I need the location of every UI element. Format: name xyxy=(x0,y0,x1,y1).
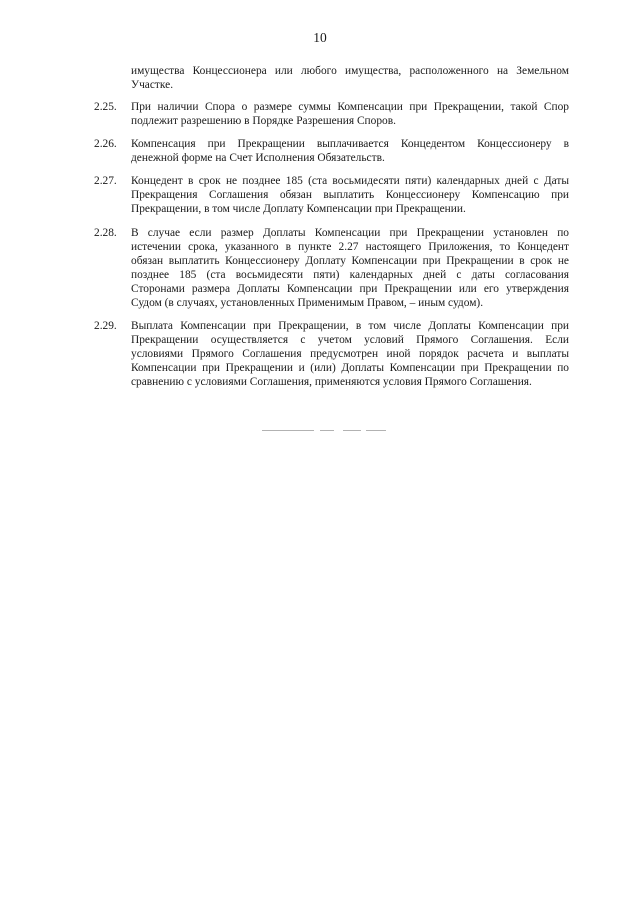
text-line: Концедент в срок не позднее 185 (ста восьмидесяти пяти) календарных дней с Даты xyxy=(131,175,569,187)
page-number: 10 xyxy=(313,30,327,45)
text-line: Участке. xyxy=(131,79,174,91)
text-line: Судом (в случаях, установленных Применимым Правом, – иным судом). xyxy=(131,297,484,309)
text-line: имущества Концессионера или любого имущества, расположенного на Земельном xyxy=(131,65,569,77)
text-line: условиями Прямого Соглашения предусмотрен иной порядок расчета и выплаты xyxy=(131,348,569,360)
text-line: Прекращении осуществляется с учетом условий Прямого Соглашения. Если xyxy=(131,334,569,346)
text-line: Прекращении, в том числе Доплату Компенсации при Прекращении. xyxy=(131,203,466,215)
text-line: В случае если размер Доплаты Компенсации при Прекращении установлен по xyxy=(131,227,569,239)
text-line: Компенсация при Прекращении выплачивается Концедентом Концессионеру в xyxy=(131,138,569,150)
text-line: Прекращения Соглашения обязан выплатить Концессионеру Компенсацию при xyxy=(131,189,569,201)
text-line: Сторонами размера Доплаты Компенсации при Прекращении или его утверждения xyxy=(131,283,569,295)
clause-number: 2.26. xyxy=(94,138,117,150)
text-line: подлежит разрешению в Порядке Разрешения Споров. xyxy=(131,115,396,127)
text-line: При наличии Спора о размере суммы Компенсации при Прекращении, такой Спор xyxy=(131,101,569,113)
text-line: позднее 185 (ста восьмидесяти пяти) календарных дней с даты согласования xyxy=(131,269,569,281)
text-line: сравнению с условиями Соглашения, применяются условия Прямого Соглашения. xyxy=(131,376,532,388)
text-line: Выплата Компенсации при Прекращении, в том числе Доплаты Компенсации при xyxy=(131,320,569,332)
text-line: денежной форме на Счет Исполнения Обязательств. xyxy=(131,152,385,164)
clause-number: 2.27. xyxy=(94,175,117,187)
text-line: истечении срока, указанного в пункте 2.27 настоящего Приложения, то Концедент xyxy=(131,241,569,253)
clause-number: 2.25. xyxy=(94,101,117,113)
text-line: обязан выплатить Концессионеру Доплату Компенсации при Прекращении в срок не xyxy=(131,255,569,267)
clause-number: 2.28. xyxy=(94,227,117,239)
text-line: Компенсации при Прекращении и (или) Доплаты Компенсации при Прекращении по xyxy=(131,362,569,374)
clause-number: 2.29. xyxy=(94,320,117,332)
